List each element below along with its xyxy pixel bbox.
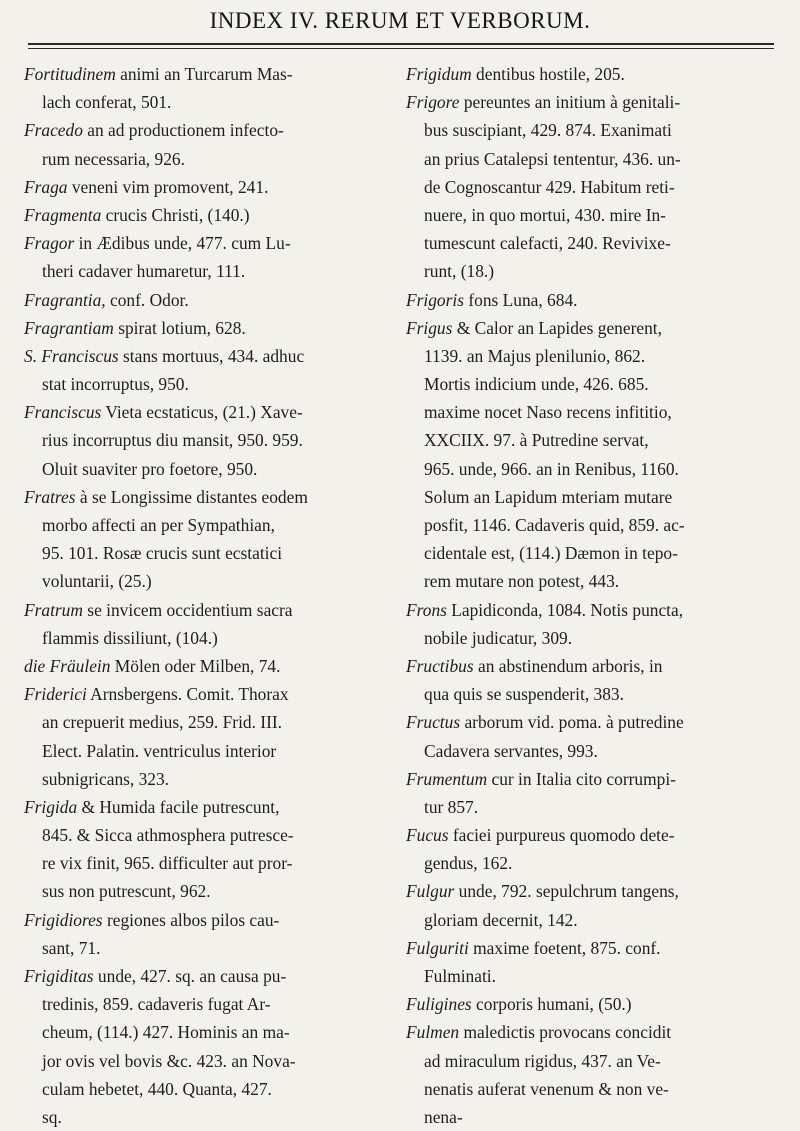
index-entry-text: rius incorruptus diu mansit, 950. 959. (42, 430, 303, 451)
index-line (24, 906, 402, 934)
index-entry-text: corporis humani, (50.) (471, 994, 632, 1015)
index-entry-text: stans mortuus, 434. adhuc (118, 345, 305, 366)
index-entry-text: unde, 792. sepulchrum tangens, (454, 881, 679, 902)
index-entry-text: Arnsbergens. Comit. Thorax (86, 684, 289, 705)
index-entry-text: ad miraculum rigidus, 437. an Ve- (424, 1050, 661, 1071)
index-line (24, 229, 402, 257)
index-line (24, 652, 402, 680)
index-line (24, 455, 402, 483)
index-keyword: Friderici (24, 684, 87, 705)
index-entry-text: maledictis provocans concidit (459, 1022, 672, 1043)
index-line (24, 201, 402, 229)
index-keyword: Fracedo (24, 120, 83, 141)
index-line (24, 567, 402, 595)
index-line (24, 849, 402, 877)
page-header: INDEX IV. RERUM ET VERBORUM. (209, 8, 591, 33)
index-entry-text: cheum, (114.) 427. Hominis an ma- (42, 1022, 290, 1043)
index-keyword: Fructus (406, 712, 461, 733)
index-entry-text: 965. unde, 966. an in Renibus, 1160. (424, 458, 679, 479)
index-entry-text: runt, (18.) (424, 261, 495, 282)
index-line (406, 539, 788, 567)
index-keyword: Fragrantiam (24, 317, 114, 338)
index-entry-text: sus non putrescunt, 962. (42, 881, 211, 902)
index-entry-text: gendus, 162. (424, 853, 513, 874)
index-entry-text: voluntarii, (25.) (42, 571, 152, 592)
index-line (406, 286, 788, 314)
index-entry-text: theri cadaver humaretur, 111. (42, 261, 246, 282)
index-line (406, 511, 788, 539)
index-entry-text: cidentale est, (114.) Dæmon in tepo- (424, 543, 678, 564)
index-entry-text: fons Luna, 684. (463, 289, 578, 310)
index-line (24, 88, 402, 116)
index-entry-text: an abstinendum arboris, in (473, 655, 663, 676)
index-entry-text: regiones albos pilos cau- (102, 909, 280, 930)
index-entry-text: re vix finit, 965. difficulter aut pror- (42, 853, 293, 874)
index-entry-text: arborum vid. poma. à putredine (460, 712, 684, 733)
index-entry-text: 845. & Sicca athmosphera putresce- (42, 825, 294, 846)
index-entry-text: in Ædibus unde, 477. cum Lu- (74, 233, 291, 254)
index-line (406, 314, 788, 342)
index-line (24, 145, 402, 173)
index-line (24, 483, 402, 511)
index-line (24, 793, 402, 821)
index-line (24, 680, 402, 708)
index-line (406, 990, 788, 1018)
index-entry-text: bus suscipiant, 429. 874. Exanimati (424, 120, 672, 141)
index-keyword: Frigoris (406, 289, 464, 310)
index-line (406, 116, 788, 144)
index-keyword: Frigidiores (24, 909, 103, 930)
index-line (406, 173, 788, 201)
index-keyword: Fructibus (406, 655, 474, 676)
index-line (24, 877, 402, 905)
index-line (24, 737, 402, 765)
index-line (24, 1018, 402, 1046)
index-entry-text: stat incorruptus, 950. (42, 374, 189, 395)
index-line (406, 1018, 788, 1046)
index-entry-text: Lapidiconda, 1084. Notis puncta, (446, 599, 684, 620)
index-line (24, 708, 402, 736)
index-entry-text: cur in Italia cito corrumpi- (487, 768, 676, 789)
index-entry-text: Vieta ecstaticus, (21.) Xave- (101, 402, 303, 423)
index-keyword: Fulgur (406, 881, 455, 902)
index-line (24, 314, 402, 342)
index-entry-text: dentibus hostile, 205. (471, 64, 625, 84)
index-entry-text: 1139. an Majus plenilunio, 862. (424, 345, 646, 366)
index-line (24, 1103, 402, 1131)
index-line (406, 60, 788, 88)
index-entry-text: an crepuerit medius, 259. Frid. III. (42, 712, 283, 733)
index-keyword: Fulmen (406, 1022, 460, 1043)
index-keyword: Fortitudinem (24, 64, 116, 84)
index-entry-text: nenatis auferat venenum & non ve- (424, 1078, 669, 1099)
index-entry-text: an ad productionem infecto- (82, 120, 284, 141)
index-line (24, 962, 402, 990)
index-entry-text: qua quis se suspenderit, 383. (424, 684, 624, 705)
index-keyword: Fraga (24, 176, 68, 197)
index-line (406, 793, 788, 821)
index-line (406, 88, 788, 116)
index-keyword: Fratres (24, 486, 76, 507)
index-line (24, 342, 402, 370)
index-line (24, 624, 402, 652)
index-entry-text: nobile judicatur, 309. (424, 627, 573, 648)
index-line (406, 567, 788, 595)
index-entry-text: unde, 427. sq. an causa pu- (93, 966, 287, 986)
index-entry-text: faciei purpureus quomodo dete- (448, 825, 675, 846)
index-keyword: Fratrum (24, 599, 83, 620)
index-entry-text: posfit, 1146. Cadaveris quid, 859. ac- (424, 515, 685, 535)
header-rule-thick (28, 43, 774, 45)
index-line (406, 962, 788, 990)
index-line (24, 60, 402, 88)
index-line (406, 145, 788, 173)
index-entry-text: 95. 101. Rosæ crucis sunt ecstatici (42, 543, 283, 564)
index-entry-text: conf. Odor. (105, 289, 189, 310)
index-entry-text: & Calor an Lapides generent, (452, 317, 662, 338)
index-keyword: Fragrantia, (24, 289, 106, 310)
index-line (24, 173, 402, 201)
index-line (406, 708, 788, 736)
index-keyword: S. Franciscus (24, 345, 119, 366)
header-rule-thin (28, 48, 774, 49)
index-entry-text: tumescunt calefacti, 240. Revivixe- (424, 233, 671, 254)
index-line (406, 201, 788, 229)
index-entry-text: sant, 71. (42, 937, 101, 958)
index-line (24, 596, 402, 624)
index-entry-text: crucis Christi, (140.) (101, 204, 250, 225)
index-line (24, 539, 402, 567)
index-line (24, 1047, 402, 1075)
index-line (24, 370, 402, 398)
index-line (24, 398, 402, 426)
index-line (406, 455, 788, 483)
index-keyword: Frigus (406, 317, 453, 338)
index-entry-text: XXCIIX. 97. à Putredine servat, (424, 430, 649, 451)
index-line (406, 398, 788, 426)
index-keyword: Fucus (406, 825, 449, 846)
index-line (406, 426, 788, 454)
index-entry-text: pereuntes an initium à genitali- (459, 92, 681, 113)
index-entry-text: an prius Catalepsi tententur, 436. un- (424, 148, 681, 169)
index-entry-text: animi an Turcarum Mas- (115, 64, 293, 84)
index-line (406, 624, 788, 652)
index-line (24, 286, 402, 314)
index-line (406, 877, 788, 905)
index-line (24, 257, 402, 285)
index-entry-text: veneni vim promovent, 241. (67, 176, 269, 197)
index-column-right (406, 60, 788, 1127)
index-line (406, 934, 788, 962)
index-entry-text: maxime foetent, 875. conf. (468, 937, 661, 958)
index-entry-text: morbo affecti an per Sympathian, (42, 515, 275, 535)
index-entry-text: spirat lotium, 628. (113, 317, 246, 338)
index-keyword: Fragor (24, 233, 75, 254)
index-line (24, 116, 402, 144)
index-entry-text: Solum an Lapidum mteriam mutare (424, 486, 673, 507)
index-line (24, 426, 402, 454)
index-keyword: die Fräulein (24, 655, 111, 676)
index-line (24, 765, 402, 793)
index-keyword: Fuligines (406, 994, 472, 1015)
index-entry-text: rem mutare non potest, 443. (424, 571, 620, 592)
index-entry-text: de Cognoscantur 429. Habitum reti- (424, 176, 675, 197)
index-line (406, 1103, 788, 1131)
index-entry-text: subnigricans, 323. (42, 768, 170, 789)
index-entry-text: Mölen oder Milben, 74. (110, 655, 281, 676)
index-entry-text: Mortis indicium unde, 426. 685. (424, 374, 649, 395)
index-line (406, 737, 788, 765)
index-keyword: Fragmenta (24, 204, 102, 225)
index-keyword: Frigidum (406, 64, 472, 84)
index-entry-text: tredinis, 859. cadaveris fugat Ar- (42, 994, 271, 1015)
index-keyword: Frigiditas (24, 966, 94, 986)
index-line (24, 821, 402, 849)
index-entry-text: sq. (42, 1106, 62, 1127)
index-entry-text: & Humida facile putrescunt, (77, 796, 280, 817)
index-keyword: Franciscus (24, 402, 102, 423)
index-entry-text: gloriam decernit, 142. (424, 909, 578, 930)
index-line (406, 370, 788, 398)
index-keyword: Frumentum (406, 768, 488, 789)
index-line (406, 652, 788, 680)
index-line (406, 342, 788, 370)
index-entry-text: se invicem occidentium sacra (82, 599, 293, 620)
index-line (406, 680, 788, 708)
index-line (24, 990, 402, 1018)
index-line (406, 483, 788, 511)
index-keyword: Frigida (24, 796, 78, 817)
index-column-left (24, 60, 402, 1127)
index-line (406, 849, 788, 877)
index-entry-text: Oluit suaviter pro foetore, 950. (42, 458, 258, 479)
index-entry-text: à se Longissime distantes eodem (75, 486, 308, 507)
index-line (406, 821, 788, 849)
index-entry-text: Cadavera servantes, 993. (424, 740, 598, 761)
index-entry-text: tur 857. (424, 796, 479, 817)
index-entry-text: culam hebetet, 440. Quanta, 427. (42, 1078, 272, 1099)
index-line (406, 906, 788, 934)
index-line (406, 1047, 788, 1075)
index-keyword: Fulguriti (406, 937, 469, 958)
index-line (24, 934, 402, 962)
index-entry-text: jor ovis vel bovis &c. 423. an Nova- (42, 1050, 296, 1071)
index-entry-text: rum necessaria, 926. (42, 148, 185, 169)
index-entry-text: Fulminati. (424, 966, 496, 986)
index-line (24, 511, 402, 539)
index-line (406, 257, 788, 285)
index-entry-text: maxime nocet Naso recens infititio, (424, 402, 672, 423)
index-line (406, 229, 788, 257)
index-entry-text: Elect. Palatin. ventriculus interior (42, 740, 277, 761)
index-keyword: Frons (406, 599, 447, 620)
index-entry-text: flammis dissiliunt, (104.) (42, 627, 218, 648)
index-keyword: Frigore (406, 92, 460, 113)
index-line (406, 765, 788, 793)
index-line (24, 1075, 402, 1103)
index-entry-text: nuere, in quo mortui, 430. mire In- (424, 204, 666, 225)
index-entry-text: lach conferat, 501. (42, 92, 172, 113)
index-line (406, 596, 788, 624)
index-line (406, 1075, 788, 1103)
index-entry-text: nena- (424, 1106, 463, 1127)
